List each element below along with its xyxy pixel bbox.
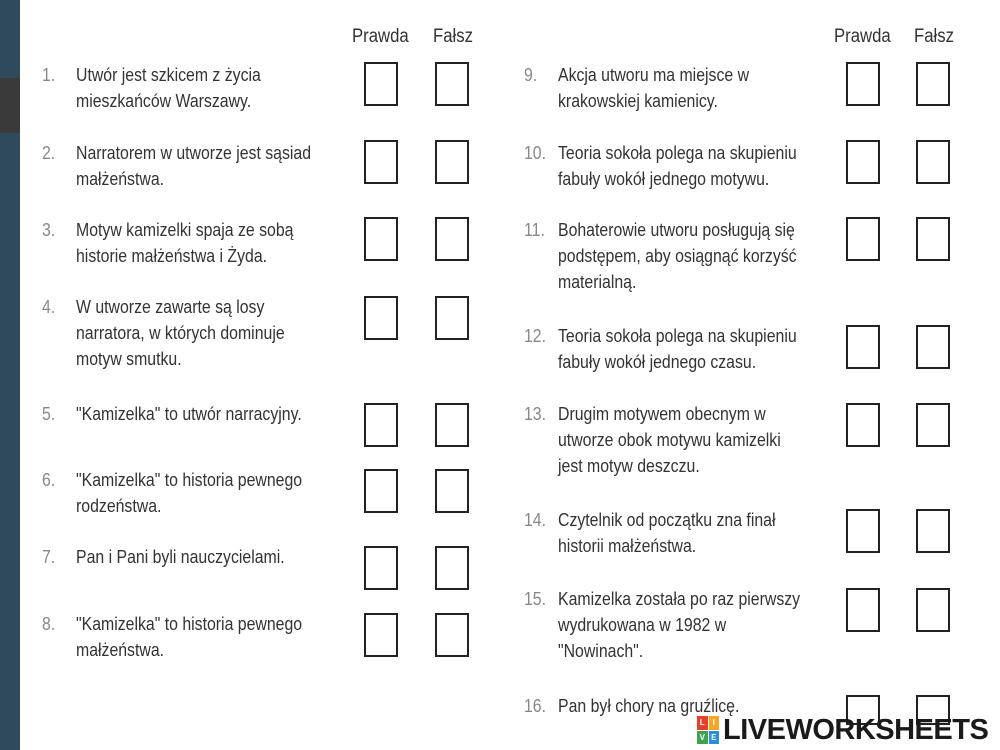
true-answer-box[interactable] (846, 217, 880, 261)
false-answer-box[interactable] (435, 140, 469, 184)
true-answer-box[interactable] (364, 546, 398, 590)
true-answer-box[interactable] (846, 588, 880, 632)
true-answer-box[interactable] (846, 403, 880, 447)
header-true-left: Prawda (352, 26, 409, 47)
statement-number: 11. (524, 220, 545, 240)
false-answer-box[interactable] (435, 62, 469, 106)
statement-number: 10. (524, 143, 547, 163)
statement-number: 14. (524, 510, 547, 530)
false-answer-box[interactable] (435, 613, 469, 657)
statement-text: Kamizelka została po raz pierwszy wydrukowana w 1982 w "Nowinach". (558, 589, 801, 661)
true-answer-box[interactable] (846, 62, 880, 106)
statement-text: W utworze zawarte są losy narratora, w których dominuje motyw smutku. (76, 297, 285, 369)
false-answer-box[interactable] (435, 217, 469, 261)
false-answer-box[interactable] (916, 62, 950, 106)
statement-number: 12. (524, 326, 547, 346)
statement-number: 2. (42, 143, 56, 163)
liveworksheets-logo (697, 712, 988, 748)
true-answer-box[interactable] (846, 140, 880, 184)
false-answer-box[interactable] (435, 469, 469, 513)
statement-number: 9. (524, 65, 538, 85)
statement-number: 6. (42, 470, 56, 490)
false-answer-box[interactable] (435, 296, 469, 340)
true-answer-box[interactable] (364, 469, 398, 513)
true-answer-box[interactable] (364, 296, 398, 340)
false-answer-box[interactable] (435, 546, 469, 590)
header-false-right: Fałsz (914, 26, 954, 47)
statement-text: Teoria sokoła polega na skupieniu fabuły wokół jednego czasu. (558, 326, 797, 372)
statement-text: Akcja utworu ma miejsce w krakowskiej kamienicy. (558, 65, 750, 111)
true-answer-box[interactable] (364, 140, 398, 184)
statement-text: "Kamizelka" to utwór narracyjny. (76, 404, 302, 424)
true-answer-box[interactable] (364, 613, 398, 657)
brand-name: LIVEWORKSHEETS (723, 713, 989, 746)
statement-text: Pan i Pani byli nauczycielami. (76, 547, 285, 567)
true-answer-box[interactable] (364, 217, 398, 261)
statement-number: 7. (42, 547, 56, 567)
statement-number: 3. (42, 220, 56, 240)
statement-text: Utwór jest szkicem z życia mieszkańców Warszawy. (76, 65, 261, 111)
true-answer-box[interactable] (846, 509, 880, 553)
true-answer-box[interactable] (364, 403, 398, 447)
statement-number: 4. (42, 297, 56, 317)
statement-text: Drugim motywem obecnym w utworze obok motywu kamizelki jest motyw deszczu. (558, 404, 781, 476)
statement-text: Pan był chory na gruźlicę. (558, 696, 740, 716)
statement-text: Motyw kamizelki spaja ze sobą historie małżeństwa i Żyda. (76, 220, 294, 266)
statement-text: Teoria sokoła polega na skupieniu fabuły wokół jednego motywu. (558, 143, 797, 189)
statement-number: 8. (42, 614, 56, 634)
false-answer-box[interactable] (916, 588, 950, 632)
false-answer-box[interactable] (916, 140, 950, 184)
false-answer-box[interactable] (435, 403, 469, 447)
statement-number: 16. (524, 696, 547, 716)
statement-text: Czytelnik od początku zna finał historii małżeństwa. (558, 510, 776, 556)
false-answer-box[interactable] (916, 403, 950, 447)
statement-text: Narratorem w utworze jest sąsiad małżeństwa. (76, 143, 312, 189)
statement-text: "Kamizelka" to historia pewnego rodzeństwa. (76, 470, 303, 516)
statement-number: 5. (42, 404, 56, 424)
statement-number: 13. (524, 404, 547, 424)
statement-text: Bohaterowie utworu posługują się podstępem, aby osiągnąć korzyść materialną. (558, 220, 797, 292)
liveworksheets-logo-icon: L I V E (697, 716, 719, 744)
true-answer-box[interactable] (364, 62, 398, 106)
header-false-left: Fałsz (433, 26, 473, 47)
statement-number: 1. (42, 65, 56, 85)
false-answer-box[interactable] (916, 325, 950, 369)
header-true-right: Prawda (834, 26, 891, 47)
false-answer-box[interactable] (916, 509, 950, 553)
true-answer-box[interactable] (846, 325, 880, 369)
left-sidebar-tab[interactable] (0, 78, 20, 133)
statement-text: "Kamizelka" to historia pewnego małżeństwa. (76, 614, 303, 660)
false-answer-box[interactable] (916, 217, 950, 261)
statement-number: 15. (524, 589, 547, 609)
